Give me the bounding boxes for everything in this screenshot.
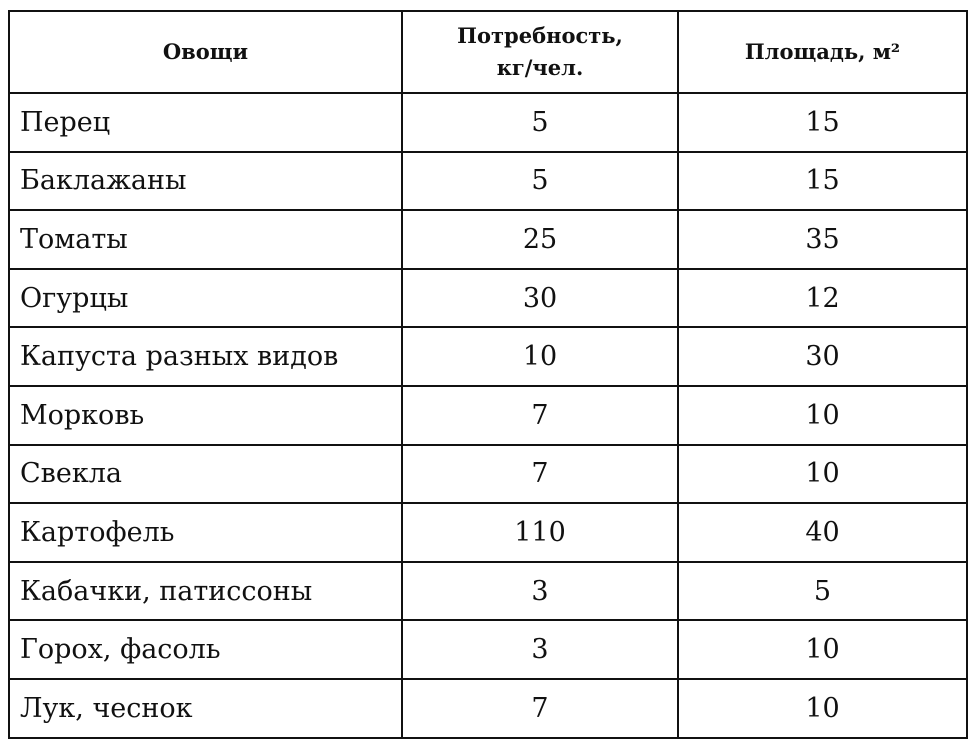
vegetable-name-cell: Томаты [9, 210, 402, 269]
table-row [9, 679, 967, 738]
vegetable-name-cell: Капуста разных видов [9, 327, 402, 386]
need-cell: 25 [402, 210, 678, 269]
area-cell: 15 [678, 152, 967, 211]
table-header [9, 11, 967, 93]
vegetable-name-cell: Баклажаны [9, 152, 402, 211]
vegetable-name-cell: Картофель [9, 503, 402, 562]
need-cell: 110 [402, 503, 678, 562]
need-cell: 3 [402, 562, 678, 621]
area-cell: 30 [678, 327, 967, 386]
need-cell: 5 [402, 93, 678, 152]
area-cell: 35 [678, 210, 967, 269]
table-row [9, 386, 967, 445]
vegetable-name-cell: Свекла [9, 445, 402, 504]
need-cell: 7 [402, 679, 678, 738]
header-need-line1: Потребность, [457, 23, 623, 48]
header-area: Площадь, м² [678, 11, 967, 93]
area-cell: 10 [678, 386, 967, 445]
need-cell: 3 [402, 620, 678, 679]
area-cell: 10 [678, 445, 967, 504]
vegetable-name-cell: Огурцы [9, 269, 402, 328]
vegetable-table [8, 10, 968, 739]
area-cell: 40 [678, 503, 967, 562]
header-need [402, 11, 678, 93]
vegetable-table-container [8, 10, 966, 739]
area-cell: 15 [678, 93, 967, 152]
table-row [9, 620, 967, 679]
area-cell: 12 [678, 269, 967, 328]
table-row [9, 210, 967, 269]
header-need-line2: кг/чел. [496, 55, 584, 80]
table-row [9, 269, 967, 328]
table-row [9, 562, 967, 621]
header-vegetables: Овощи [9, 11, 402, 93]
area-cell: 5 [678, 562, 967, 621]
table-row [9, 93, 967, 152]
table-row [9, 327, 967, 386]
need-cell: 5 [402, 152, 678, 211]
need-cell: 30 [402, 269, 678, 328]
table-body [9, 93, 967, 738]
vegetable-name-cell: Морковь [9, 386, 402, 445]
vegetable-name-cell: Лук, чеснок [9, 679, 402, 738]
header-row [9, 11, 967, 93]
table-row [9, 152, 967, 211]
vegetable-name-cell: Горох, фасоль [9, 620, 402, 679]
table-row [9, 445, 967, 504]
table-row [9, 503, 967, 562]
area-cell: 10 [678, 679, 967, 738]
vegetable-name-cell: Перец [9, 93, 402, 152]
vegetable-name-cell: Кабачки, патиссоны [9, 562, 402, 621]
need-cell: 10 [402, 327, 678, 386]
need-cell: 7 [402, 386, 678, 445]
need-cell: 7 [402, 445, 678, 504]
area-cell: 10 [678, 620, 967, 679]
